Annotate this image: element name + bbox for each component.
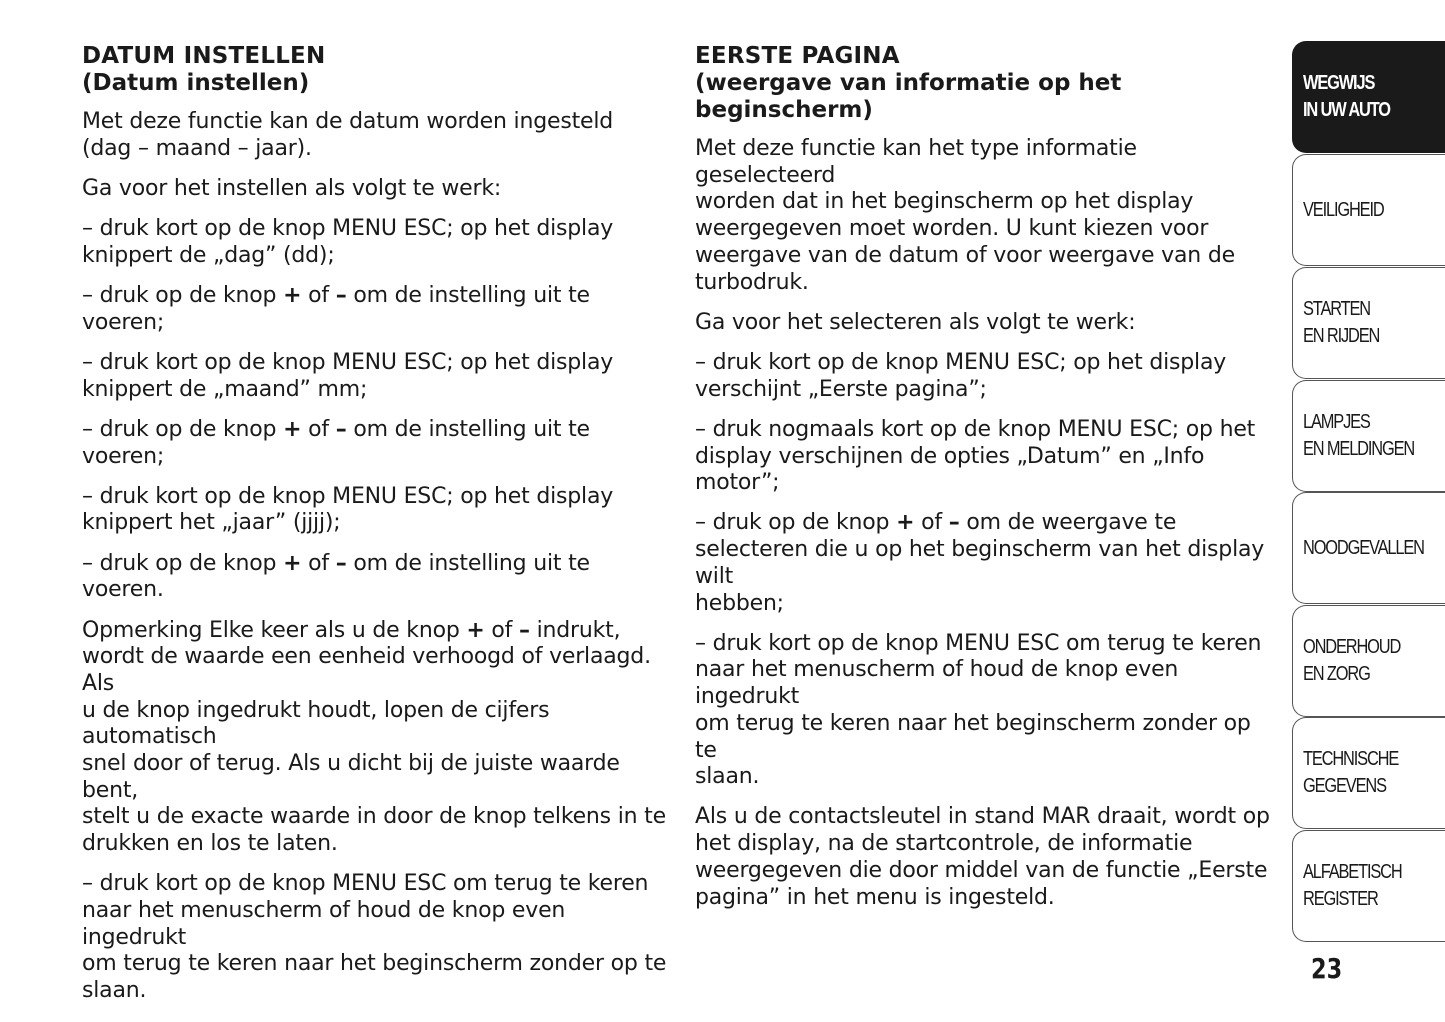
paragraph: Ga voor het selecteren als volgt te werk:	[695, 309, 1136, 335]
chapter-tab-label: EN RIJDEN	[1303, 325, 1380, 347]
chapter-tab[interactable]	[1292, 380, 1445, 492]
minus-key-label: –	[335, 283, 347, 309]
chapter-tab-label: TECHNISCHE	[1303, 748, 1399, 770]
section-title: DATUM INSTELLEN	[82, 43, 326, 69]
chapter-tab-label: IN UW AUTO	[1303, 99, 1390, 121]
paragraph: – druk kort op de knop MENU ESC; op het display knippert de „maand” mm;	[82, 349, 614, 402]
left-column	[82, 43, 672, 1018]
chapter-tab-label: WEGWIJS	[1303, 72, 1375, 94]
section-subtitle: (Datum instellen)	[82, 70, 310, 96]
chapter-tab-label: STARTEN	[1303, 298, 1370, 320]
paragraph: Ga voor het instellen als volgt te werk:	[82, 175, 502, 201]
chapter-tab-label: EN MELDINGEN	[1303, 438, 1415, 460]
paragraph: – druk op de knop + of – om de instelling uit te voeren;	[82, 416, 590, 469]
paragraph: – druk op de knop + of – om de instelling uit te voeren.	[82, 550, 590, 603]
chapter-tab-label: VEILIGHEID	[1303, 198, 1384, 221]
minus-key-label: –	[948, 510, 960, 536]
paragraph: – druk op de knop + of – om de weergave te selecteren die u op het beginscherm van het display wilt hebben;	[695, 510, 1265, 616]
chapter-tab-label: GEGEVENS	[1303, 775, 1386, 797]
plus-key-label: +	[283, 550, 302, 576]
paragraph: – druk kort op de knop MENU ESC om terug te keren naar het menuscherm of houd de knop even ingedrukt om terug te keren naar het beginscherm zonder op te slaan.	[695, 630, 1262, 790]
chapter-tab[interactable]	[1292, 830, 1445, 942]
chapter-tab-label: REGISTER	[1303, 888, 1378, 910]
paragraph: – druk op de knop + of – om de instelling uit te voeren;	[82, 283, 590, 335]
plus-key-label: +	[896, 510, 915, 536]
chapter-tab[interactable]	[1292, 717, 1445, 829]
paragraph-list	[695, 136, 1275, 911]
chapter-tab[interactable]	[1292, 605, 1445, 717]
plus-key-label: +	[283, 283, 302, 309]
paragraph-list	[82, 109, 672, 1005]
chapter-tab-label: NOODGEVALLEN	[1303, 536, 1424, 559]
chapter-tab[interactable]	[1292, 492, 1445, 604]
paragraph: – druk kort op de knop MENU ESC om terug te keren naar het menuscherm of houd de knop even ingedrukt om terug te keren naar het beginscherm zonder op te slaan.	[82, 871, 667, 1004]
paragraph: – druk nogmaals kort op de knop MENU ESC; op het display verschijnen de opties „Datum” en „Info motor”;	[695, 416, 1256, 496]
paragraph: Met deze functie kan het type informatie geselecteerd worden dat in het beginscherm op het display weergegeven moet worden. U kunt kiezen voor weergave van de datum of voor weergave van de turbodruk.	[695, 136, 1235, 295]
paragraph: – druk kort op de knop MENU ESC; op het display verschijnt „Eerste pagina”;	[695, 349, 1227, 402]
paragraph: – druk kort op de knop MENU ESC; op het display knippert de „dag” (dd);	[82, 216, 614, 268]
plus-key-label: +	[466, 617, 485, 643]
paragraph: Met deze functie kan de datum worden ingesteld (dag – maand – jaar).	[82, 109, 614, 161]
minus-key-label: –	[519, 617, 530, 643]
right-column	[695, 43, 1275, 925]
minus-key-label: –	[335, 416, 347, 442]
chapter-tab-label: LAMPJES	[1303, 411, 1370, 433]
chapter-tab-label: ALFABETISCH	[1303, 861, 1402, 883]
minus-key-label: –	[335, 550, 347, 576]
paragraph: Als u de contactsleutel in stand MAR draait, wordt op het display, na de startcontrole, de informatie weergegeven die door middel van de functie „Eerste pagina” in het menu is ingesteld.	[695, 804, 1270, 910]
section-title: EERSTE PAGINA	[695, 43, 900, 69]
chapter-tab[interactable]	[1292, 154, 1445, 266]
paragraph: – druk kort op de knop MENU ESC; op het display knippert het „jaar” (jjjj);	[82, 483, 614, 536]
section-subtitle: (weergave van informatie op het beginscherm)	[695, 70, 1122, 123]
plus-key-label: +	[283, 416, 302, 442]
chapter-tab-label: ONDERHOUD	[1303, 636, 1401, 658]
page-number: 23	[1311, 952, 1343, 985]
paragraph: Opmerking Elke keer als u de knop + of – indrukt, wordt de waarde een eenheid verhoogd of verlaagd. Als u de knop ingedrukt houdt, lopen de cijfers automatisch snel door of terug. Als u dicht bij de juiste waarde bent, stelt u de exacte waarde in door de knop telkens in te drukken en los te laten.	[82, 617, 666, 857]
chapter-tab[interactable]	[1292, 267, 1445, 379]
chapter-tab-label: EN ZORG	[1303, 663, 1370, 685]
chapter-tab[interactable]	[1292, 41, 1445, 153]
